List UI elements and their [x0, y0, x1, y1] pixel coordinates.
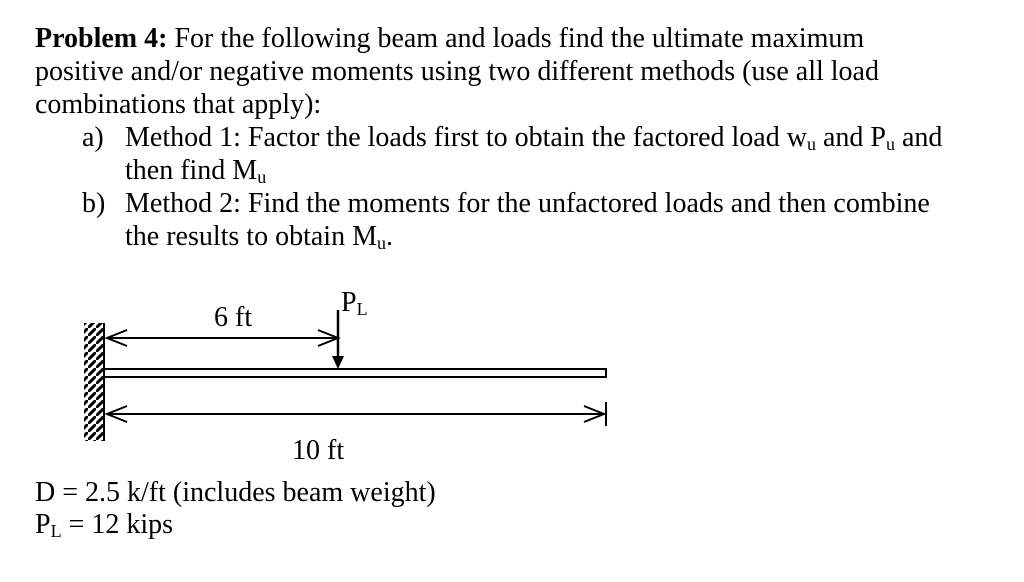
- item-a-text: and P: [815, 122, 886, 153]
- intro-line-1: For the following beam and loads find the ultimate maximum: [174, 23, 865, 54]
- live-load-text: [35, 510, 173, 540]
- intro-line-3: combinations that apply):: [35, 89, 322, 120]
- item-a-subscript: u: [806, 134, 816, 154]
- item-b-line-1: Method 2: Find the moments for the unfactored loads and then combine: [125, 188, 930, 219]
- item-a-text: and: [894, 122, 943, 153]
- point-load-arrowhead: [332, 356, 344, 369]
- live-load-subscript: L: [50, 521, 62, 541]
- live-load-value: = 12 kips: [61, 509, 174, 540]
- item-a-subscript: u: [885, 134, 895, 154]
- fixed-support-hatch: [84, 323, 104, 441]
- item-a-text: then find M: [125, 155, 258, 186]
- dead-load-text: D = 2.5 k/ft (includes beam weight): [35, 477, 436, 508]
- item-b-text: .: [385, 221, 393, 252]
- live-load-symbol: P: [35, 509, 51, 540]
- load-symbol: P: [341, 287, 357, 318]
- load-subscript: L: [356, 299, 368, 319]
- problem-heading: Problem 4:: [35, 23, 168, 54]
- item-b-label: b): [82, 188, 106, 219]
- item-a-subscript: u: [257, 167, 267, 187]
- dim-label-10ft: 10 ft: [292, 435, 345, 466]
- beam: [104, 369, 606, 377]
- item-b-text: the results to obtain M: [125, 221, 377, 252]
- item-a-label: a): [82, 122, 104, 153]
- point-load-label: [341, 288, 368, 318]
- dim-label-6ft: 6 ft: [214, 302, 253, 333]
- intro-line-2: positive and/or negative moments using two different methods (use all load: [35, 56, 879, 87]
- item-b-subscript: u: [376, 233, 386, 253]
- item-a-text: Method 1: Factor the loads first to obtain the factored load w: [125, 122, 807, 153]
